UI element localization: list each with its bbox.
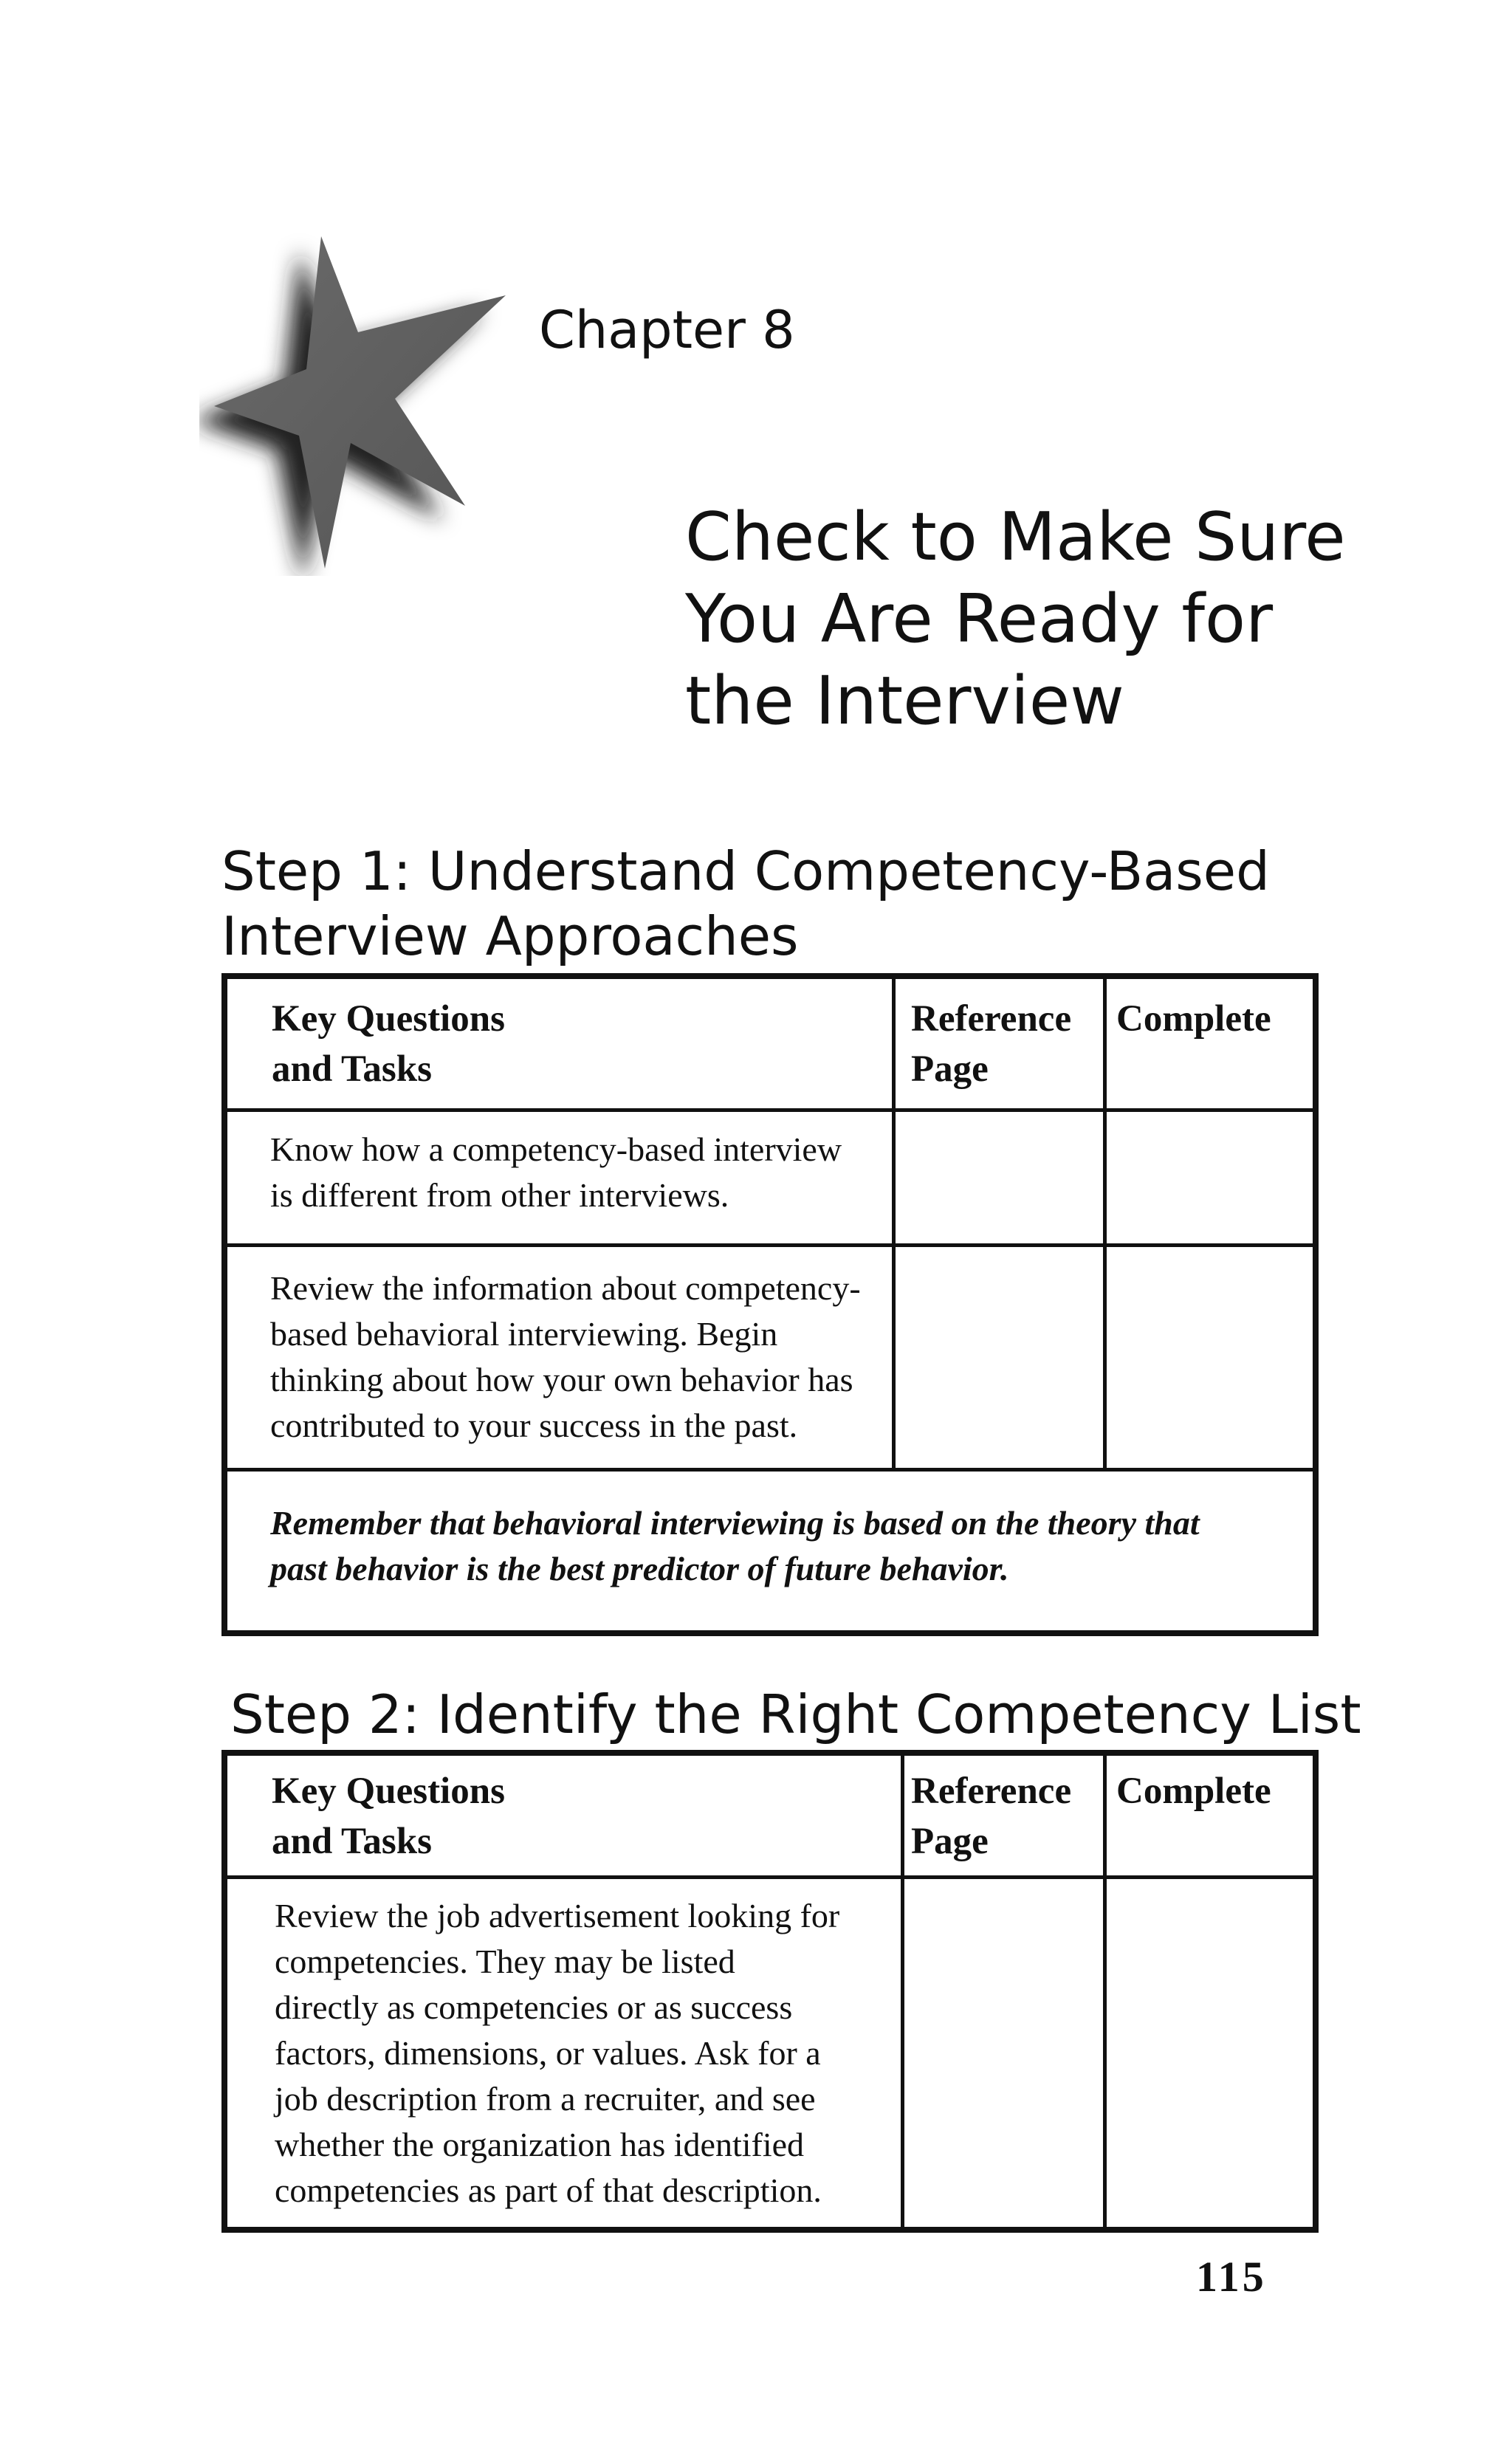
task-line: competencies as part of that description. [275,2171,822,2209]
task-line: Review the information about competency- [270,1269,861,1307]
header-line: and Tasks [272,1821,432,1862]
task-line: based behavioral interviewing. Begin [270,1315,778,1353]
page-number: 115 [1196,2253,1267,2301]
header-reference-page [911,994,1071,1094]
step1-heading [221,839,1270,969]
task-line: competencies. They may be listed [275,1943,735,1980]
header-line: Reference [911,1771,1072,1812]
chapter-title-line: Check to Make Sure [685,498,1346,576]
step1-checklist-table [221,973,1319,1636]
header-complete: Complete [1116,1771,1271,1812]
header-line: Key Questions [272,998,505,1040]
column-divider [901,1756,904,2228]
star-icon [199,222,524,576]
row-divider [227,1243,1313,1247]
header-line: and Tasks [272,1048,432,1090]
header-key-questions [272,1766,505,1867]
header-line: Page [911,1048,989,1090]
column-divider [892,979,896,1470]
task-line: job description from a recruiter, and see [275,2080,816,2118]
task-line: contributed to your success in the past. [270,1407,798,1444]
task-line: whether the organization has identified [275,2126,805,2163]
task-row-1 [270,1127,876,1218]
remember-note [270,1500,1200,1592]
step1-heading-line: Step 1: Understand Competency-Based [221,840,1270,902]
task-line: Review the job advertisement looking for [275,1897,840,1934]
row-divider [227,1875,1313,1879]
task-row-1 [275,1893,887,2214]
row-divider [227,1468,1313,1472]
header-reference-page [911,1766,1071,1867]
row-divider [227,1108,1313,1112]
note-line: past behavior is the best predictor of future behavior. [270,1550,1009,1587]
note-line: Remember that behavioral interviewing is based on the theory that [270,1504,1200,1542]
chapter-title-line: You Are Ready for [685,580,1274,658]
step1-heading-line: Interview Approaches [221,905,799,967]
task-line: thinking about how your own behavior has [270,1361,853,1398]
task-line: Know how a competency-based interview [270,1130,842,1168]
chapter-title [685,496,1431,742]
task-row-2 [270,1266,876,1449]
task-line: factors, dimensions, or values. Ask for a [275,2034,821,2072]
chapter-title-line: the Interview [685,662,1124,740]
column-divider [1103,979,1107,1470]
header-line: Key Questions [272,1771,505,1812]
header-line: Reference [911,998,1072,1040]
step2-checklist-table [221,1750,1319,2233]
step2-heading: Step 2: Identify the Right Competency List [230,1683,1361,1745]
header-key-questions [272,994,505,1094]
header-complete: Complete [1116,998,1271,1040]
column-divider [1103,1756,1107,2228]
task-line: is different from other interviews. [270,1176,729,1214]
chapter-label: Chapter 8 [539,300,795,360]
task-line: directly as competencies or as success [275,1988,793,2026]
header-line: Page [911,1821,989,1862]
